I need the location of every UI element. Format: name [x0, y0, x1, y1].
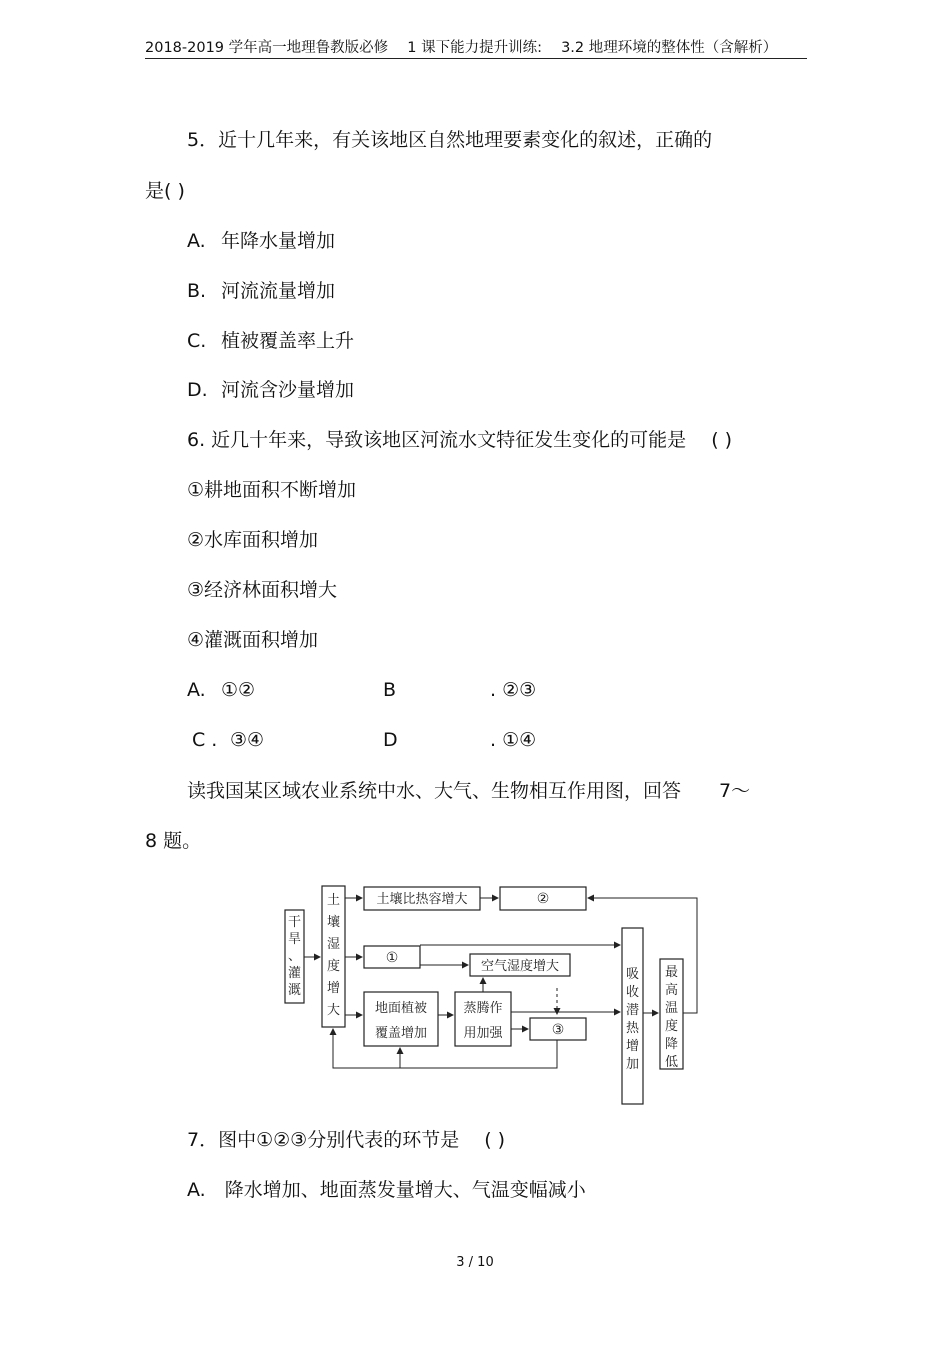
- q6-option-b-label: B: [383, 679, 397, 701]
- latent-char-6: 加: [625, 1057, 640, 1072]
- q6-stem: 6. 近几十年来，导致该地区河流水文特征发生变化的可能是 ( ): [187, 429, 733, 451]
- q6-item-1: ①耕地面积不断增加: [187, 479, 357, 501]
- drought-char-4: 灌: [287, 966, 302, 981]
- option-text: 河流含沙量增加: [221, 379, 355, 401]
- q6-option-d-text: . ①④: [490, 729, 537, 751]
- option-label: D.: [187, 379, 208, 401]
- q5-option-b: [187, 279, 335, 303]
- option-label: B.: [187, 280, 207, 302]
- option-label: A.: [187, 230, 206, 252]
- maxtemp-char-4: 度: [664, 1019, 679, 1034]
- circle-1-label: ①: [385, 950, 399, 966]
- drought-char-1: 干: [287, 915, 302, 930]
- soil-heat-label: 土壤比热容增大: [376, 892, 468, 907]
- drought-char-2: 旱: [287, 932, 302, 947]
- latent-char-5: 增: [625, 1039, 640, 1054]
- option-text: ③④: [230, 729, 265, 751]
- q6-item-4: ④灌溉面积增加: [187, 629, 319, 651]
- air-humidity-label: 空气湿度增大: [480, 959, 560, 974]
- soil-char-5: 增: [326, 981, 341, 996]
- maxtemp-char-1: 最: [664, 965, 679, 980]
- latent-char-3: 潜: [625, 1003, 640, 1018]
- vegetation-label-1: 地面植被: [374, 1001, 428, 1016]
- q7-stem: 7．图中①②③分别代表的环节是 ( ): [187, 1129, 506, 1151]
- option-text: 年降水量增加: [221, 230, 336, 252]
- page-number: 3 / 10: [456, 1255, 494, 1270]
- option-text: 植被覆盖率上升: [221, 330, 355, 352]
- page-header: 2018-2019 学年高一地理鲁教版必修 1 课下能力提升训练: 3.2 地理环境的整体性（含解析）: [145, 38, 807, 59]
- option-text: ①②: [221, 679, 256, 701]
- circle-3-label: ③: [551, 1022, 565, 1038]
- q6-option-b-text: . ②③: [490, 679, 537, 701]
- q6-option-c: [192, 728, 264, 752]
- agri-system-diagram: [280, 880, 710, 1110]
- q5-option-a: [187, 229, 335, 253]
- latent-char-4: 热: [625, 1021, 640, 1036]
- maxtemp-char-3: 温: [664, 1001, 679, 1016]
- maxtemp-char-6: 低: [664, 1055, 679, 1070]
- intro-line2: 8 题。: [145, 830, 202, 852]
- q6-item-3: ③经济林面积增大: [187, 579, 338, 601]
- q5-stem-line2: 是( ): [145, 180, 185, 202]
- soil-char-4: 度: [326, 959, 341, 974]
- option-label: A.: [187, 679, 206, 701]
- q7-option-a: A. 降水增加、地面蒸发量增大、气温变幅减小: [187, 1179, 586, 1201]
- soil-char-1: 土: [326, 893, 341, 908]
- circle-2-label: ②: [536, 891, 550, 907]
- latent-char-1: 吸: [625, 967, 640, 982]
- soil-char-3: 湿: [326, 937, 341, 952]
- option-text: 河流流量增加: [221, 280, 336, 302]
- soil-char-2: 壤: [326, 915, 341, 930]
- q6-item-2: ②水库面积增加: [187, 529, 319, 551]
- option-label: C .: [192, 729, 218, 751]
- drought-char-5: 溉: [287, 983, 302, 998]
- q6-option-d-label: D: [383, 729, 398, 751]
- latent-char-2: 收: [625, 985, 640, 1000]
- transpiration-label-1: 蒸腾作: [463, 1001, 503, 1016]
- transpiration-label-2: 用加强: [463, 1026, 503, 1041]
- option-label: C.: [187, 330, 207, 352]
- q5-option-d: [187, 378, 354, 402]
- drought-char-3: 、: [287, 949, 302, 964]
- q6-option-a: [187, 678, 255, 702]
- maxtemp-char-2: 高: [664, 983, 679, 998]
- maxtemp-char-5: 降: [664, 1037, 679, 1052]
- q5-stem-line1: 5．近十几年来，有关该地区自然地理要素变化的叙述，正确的: [187, 129, 713, 151]
- q5-option-c: [187, 329, 354, 353]
- vegetation-label-2: 覆盖增加: [374, 1026, 428, 1041]
- soil-char-6: 大: [326, 1003, 341, 1018]
- intro-line1: 读我国某区域农业系统中水、大气、生物相互作用图，回答 7～: [187, 780, 751, 802]
